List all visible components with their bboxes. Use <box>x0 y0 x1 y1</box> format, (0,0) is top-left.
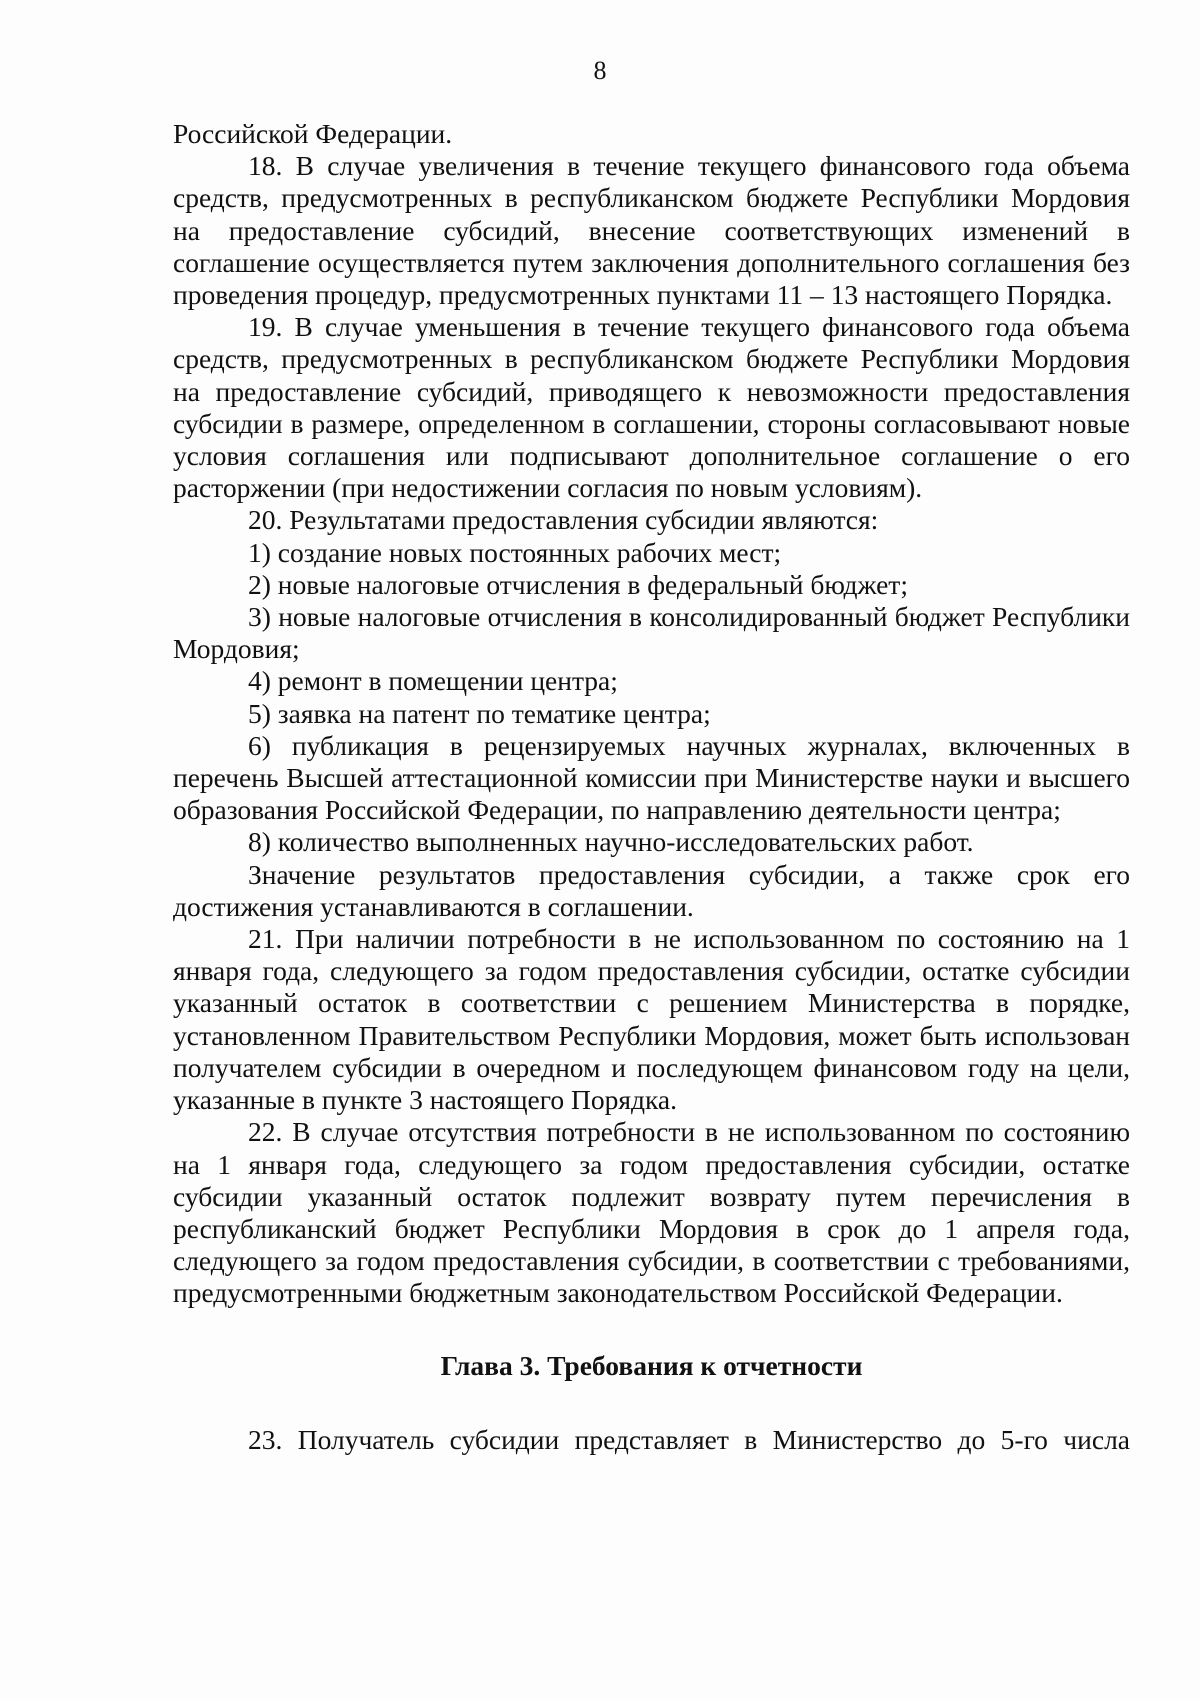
list-item-5: 5) заявка на патент по тематике центра; <box>248 697 711 729</box>
spacer <box>173 1310 1130 1350</box>
list-item-6: 6) публикация в рецензируемых научных журналах, включенных в перечень Высшей аттестационной комиссии при Министерстве науки и высшего образования Российской Федерации, по направлению деятельности центра; <box>173 729 1130 826</box>
list-item-4: 4) ремонт в помещении центра; <box>248 665 618 697</box>
document-body <box>173 118 1130 1456</box>
paragraph-21: 21. При наличии потребности в не использованном по состоянию на 1 января года, следующего за годом предоставления субсидии, остатке субсидии указанный остаток в соответствии с решением Министерства в порядке, установленном Правительством Республики Мордовия, может быть использован получателем субсидии в очередном и последующем финансовом году на цели, указанные в пункте 3 настоящего Порядка. <box>173 923 1130 1116</box>
paragraph-18: 18. В случае увеличения в течение текущего финансового года объема средств, предусмотренных в республиканском бюджете Республики Мордовия на предоставление субсидий, внесение соответствующих изменений в соглашение осуществляется путем заключения дополнительного соглашения без проведения процедур, предусмотренных пунктами 11 – 13 настоящего Порядка. <box>173 150 1130 311</box>
paragraph-20-results-note: Значение результатов предоставления субсидии, а также срок его достижения устанавливаются в соглашении. <box>173 858 1130 922</box>
paragraph-continuation: Российской Федерации. <box>173 118 453 149</box>
paragraph-23: 23. Получатель субсидии представляет в Министерство до 5-го числа <box>248 1423 1130 1455</box>
paragraph-19: 19. В случае уменьшения в течение текущего финансового года объема средств, предусмотренных в республиканском бюджете Республики Мордовия на предоставление субсидий, приводящего к невозможности предоставления субсидии в размере, определенном в соглашении, стороны согласовывают новые условия соглашения или подписывают дополнительное соглашение о его расторжении (при недостижении согласия по новым условиям). <box>173 311 1130 504</box>
page-number: 8 <box>593 56 607 85</box>
paragraph-22: 22. В случае отсутствия потребности в не использованном по состоянию на 1 января года, следующего за годом предоставления субсидии, остатке субсидии указанный остаток подлежит возврату путем перечисления в республиканский бюджет Республики Мордовия в срок до 1 апреля года, следующего за годом предоставления субсидии, в соответствии с требованиями, предусмотренными бюджетным законодательством Российской Федерации. <box>173 1116 1130 1309</box>
chapter-heading: Глава 3. Требования к отчетности <box>440 1349 863 1381</box>
list-item-1: 1) создание новых постоянных рабочих мест; <box>248 536 782 568</box>
list-item-2: 2) новые налоговые отчисления в федеральный бюджет; <box>248 568 908 600</box>
list-item-8: 8) количество выполненных научно-исследовательских работ. <box>248 826 974 858</box>
paragraph-20: 20. Результатами предоставления субсидии являются: <box>248 504 879 536</box>
list-item-3: 3) новые налоговые отчисления в консолидированный бюджет Республики Мордовия; <box>173 601 1130 665</box>
spacer <box>173 1382 1130 1424</box>
